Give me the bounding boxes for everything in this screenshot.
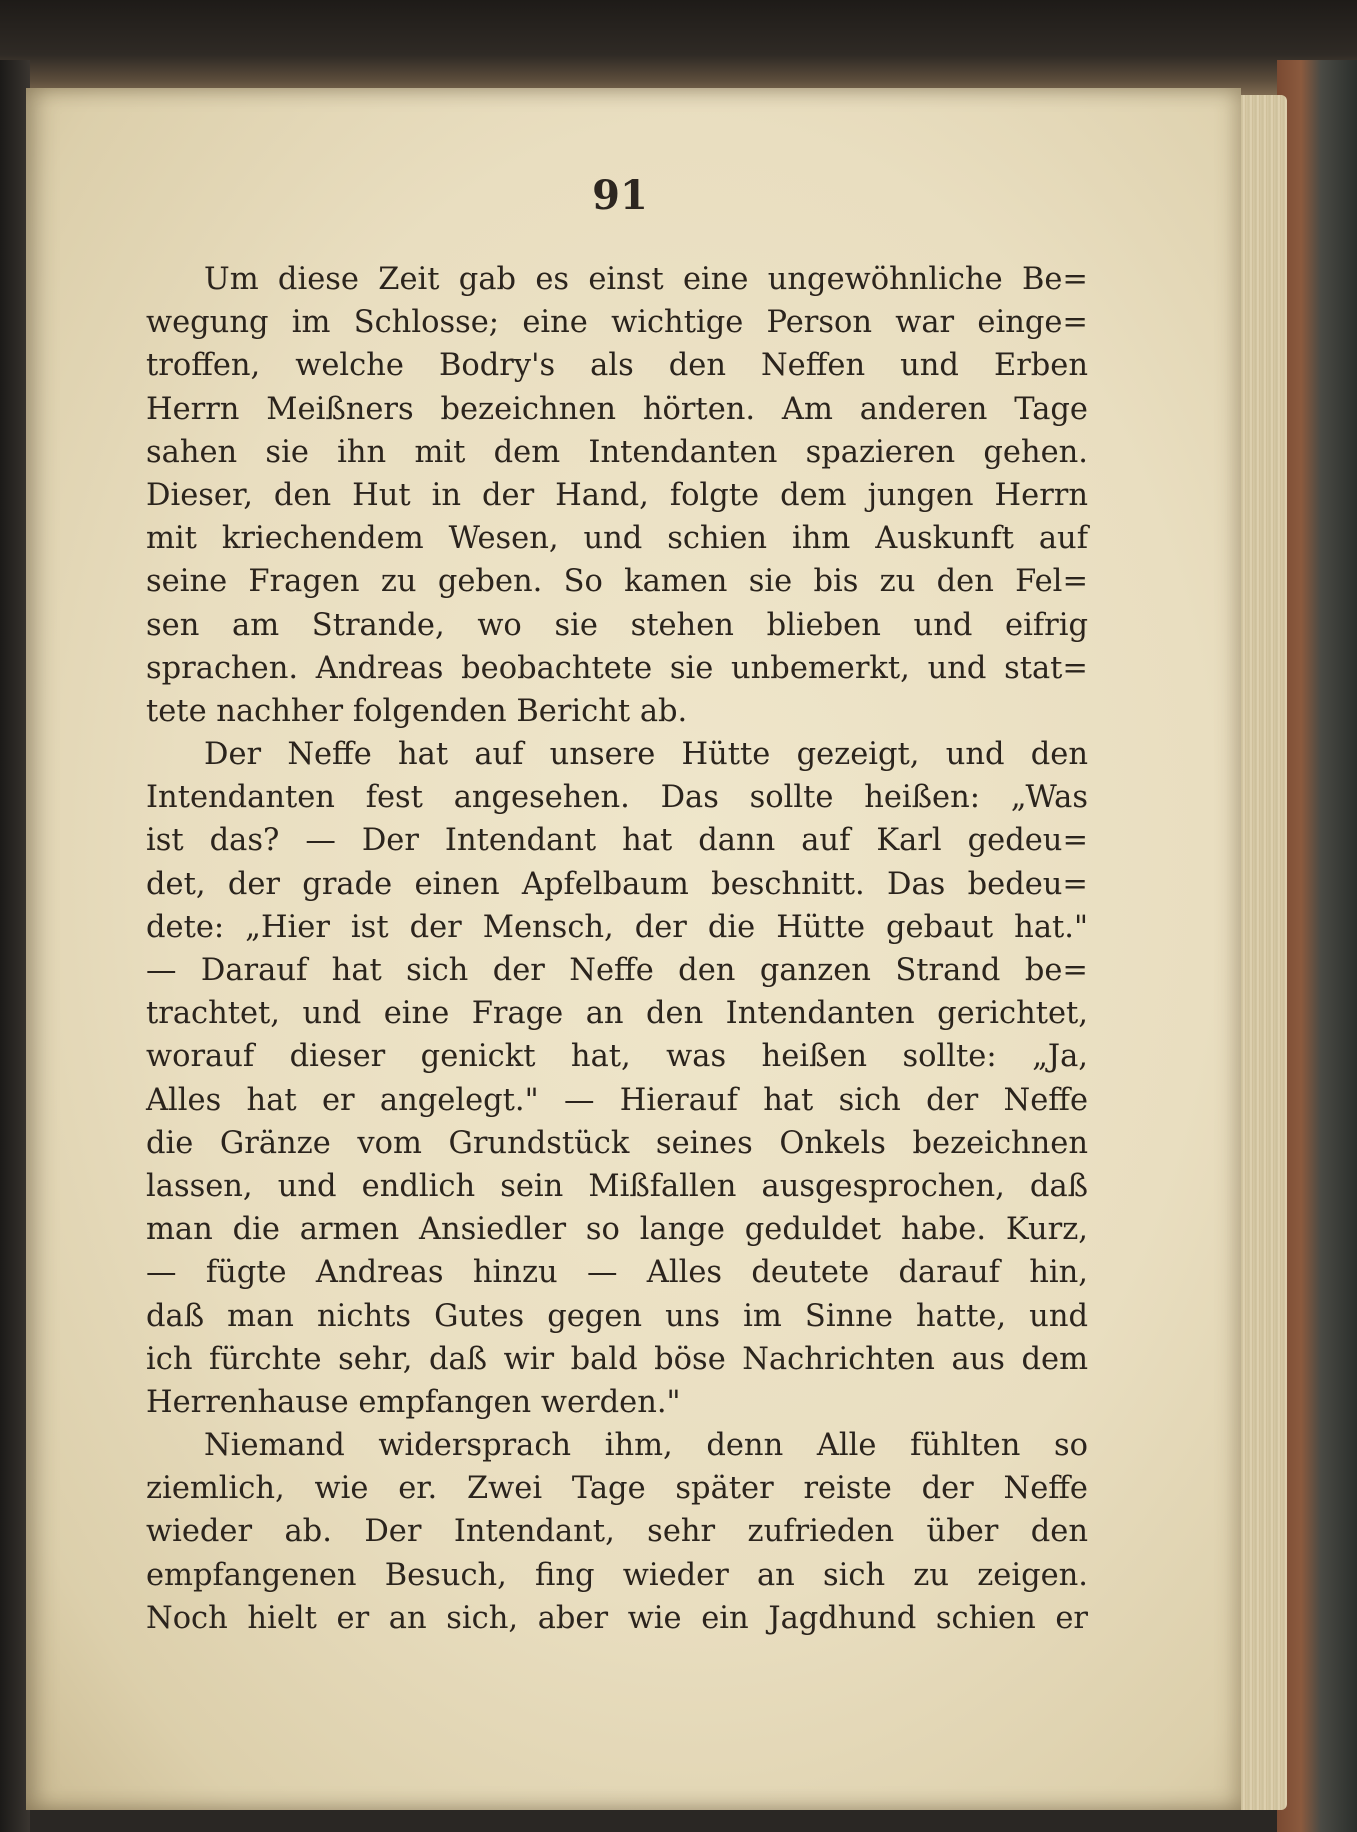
text-line: ziemlich, wie er. Zwei Tage später reiste der Neffe: [146, 1471, 1088, 1507]
text-line: ich fürchte sehr, daß wir bald böse Nachrichten aus dem: [146, 1341, 1088, 1377]
page-number: 91: [592, 172, 648, 219]
text-line: dete: „Hier ist der Mensch, der die Hütte gebaut hat.": [146, 909, 1088, 945]
text-line: sahen sie ihn mit dem Intendanten spazieren gehen.: [146, 434, 1088, 470]
text-line: Intendanten fest angesehen. Das sollte heißen: „Was: [146, 780, 1088, 816]
text-line: — Darauf hat sich der Neffe den ganzen Strand be=: [146, 953, 1088, 988]
text-line: seine Fragen zu geben. So kamen sie bis zu den Fel=: [146, 564, 1088, 600]
text-line: Noch hielt er an sich, aber wie ein Jagdhund schien er: [146, 1600, 1088, 1636]
text-line: trachtet, und eine Frage an den Intendanten gerichtet,: [146, 996, 1088, 1032]
text-line: daß man nichts Gutes gegen uns im Sinne hatte, und: [146, 1298, 1088, 1334]
book-cover-right: [1277, 60, 1357, 1832]
text-line: Herrenhause empfangen werden.": [146, 1384, 681, 1420]
text-line: — fügte Andreas hinzu — Alles deutete darauf hin,: [146, 1255, 1088, 1291]
text-line: troffen, welche Bodry's als den Neffen und Erben: [146, 348, 1088, 384]
book-cover-top: [0, 0, 1357, 100]
text-line: ist das? — Der Intendant hat dann auf Karl gedeu=: [146, 823, 1088, 859]
text-line: wegung im Schlosse; eine wichtige Person war einge=: [146, 305, 1088, 341]
text-line: wieder ab. Der Intendant, sehr zufrieden über den: [146, 1514, 1088, 1550]
text-line: Um diese Zeit gab es einst eine ungewöhnliche Be=: [204, 262, 1088, 297]
text-line: die Gränze vom Grundstück seines Onkels bezeichnen: [146, 1125, 1088, 1161]
text-line: Niemand widersprach ihm, denn Alle fühlten so: [204, 1428, 1088, 1464]
text-line: Alles hat er angelegt." — Hierauf hat sich der Neffe: [146, 1082, 1088, 1118]
text-line: mit kriechendem Wesen, und schien ihm Auskunft auf: [146, 521, 1088, 557]
text-line: sprachen. Andreas beobachtete sie unbemerkt, und stat=: [146, 650, 1088, 686]
text-line: man die armen Ansiedler so lange geduldet habe. Kurz,: [146, 1212, 1088, 1248]
body-text: [146, 258, 1088, 1640]
text-line: Herrn Meißners bezeichnen hörten. Am anderen Tage: [146, 391, 1088, 427]
text-line: lassen, und endlich sein Mißfallen ausgesprochen, daß: [146, 1168, 1088, 1204]
text-line: sen am Strande, wo sie stehen blieben und eifrig: [146, 607, 1088, 643]
text-line: empfangenen Besuch, fing wieder an sich zu zeigen.: [146, 1557, 1088, 1593]
text-line: Dieser, den Hut in der Hand, folgte dem jungen Herrn: [146, 477, 1088, 513]
text-line: tete nachher folgenden Bericht ab.: [146, 693, 688, 729]
text-line: det, der grade einen Apfelbaum beschnitt. Das bedeu=: [146, 866, 1088, 902]
text-line: worauf dieser genickt hat, was heißen sollte: „Ja,: [146, 1039, 1088, 1075]
text-line: Der Neffe hat auf unsere Hütte gezeigt, und den: [204, 737, 1088, 773]
